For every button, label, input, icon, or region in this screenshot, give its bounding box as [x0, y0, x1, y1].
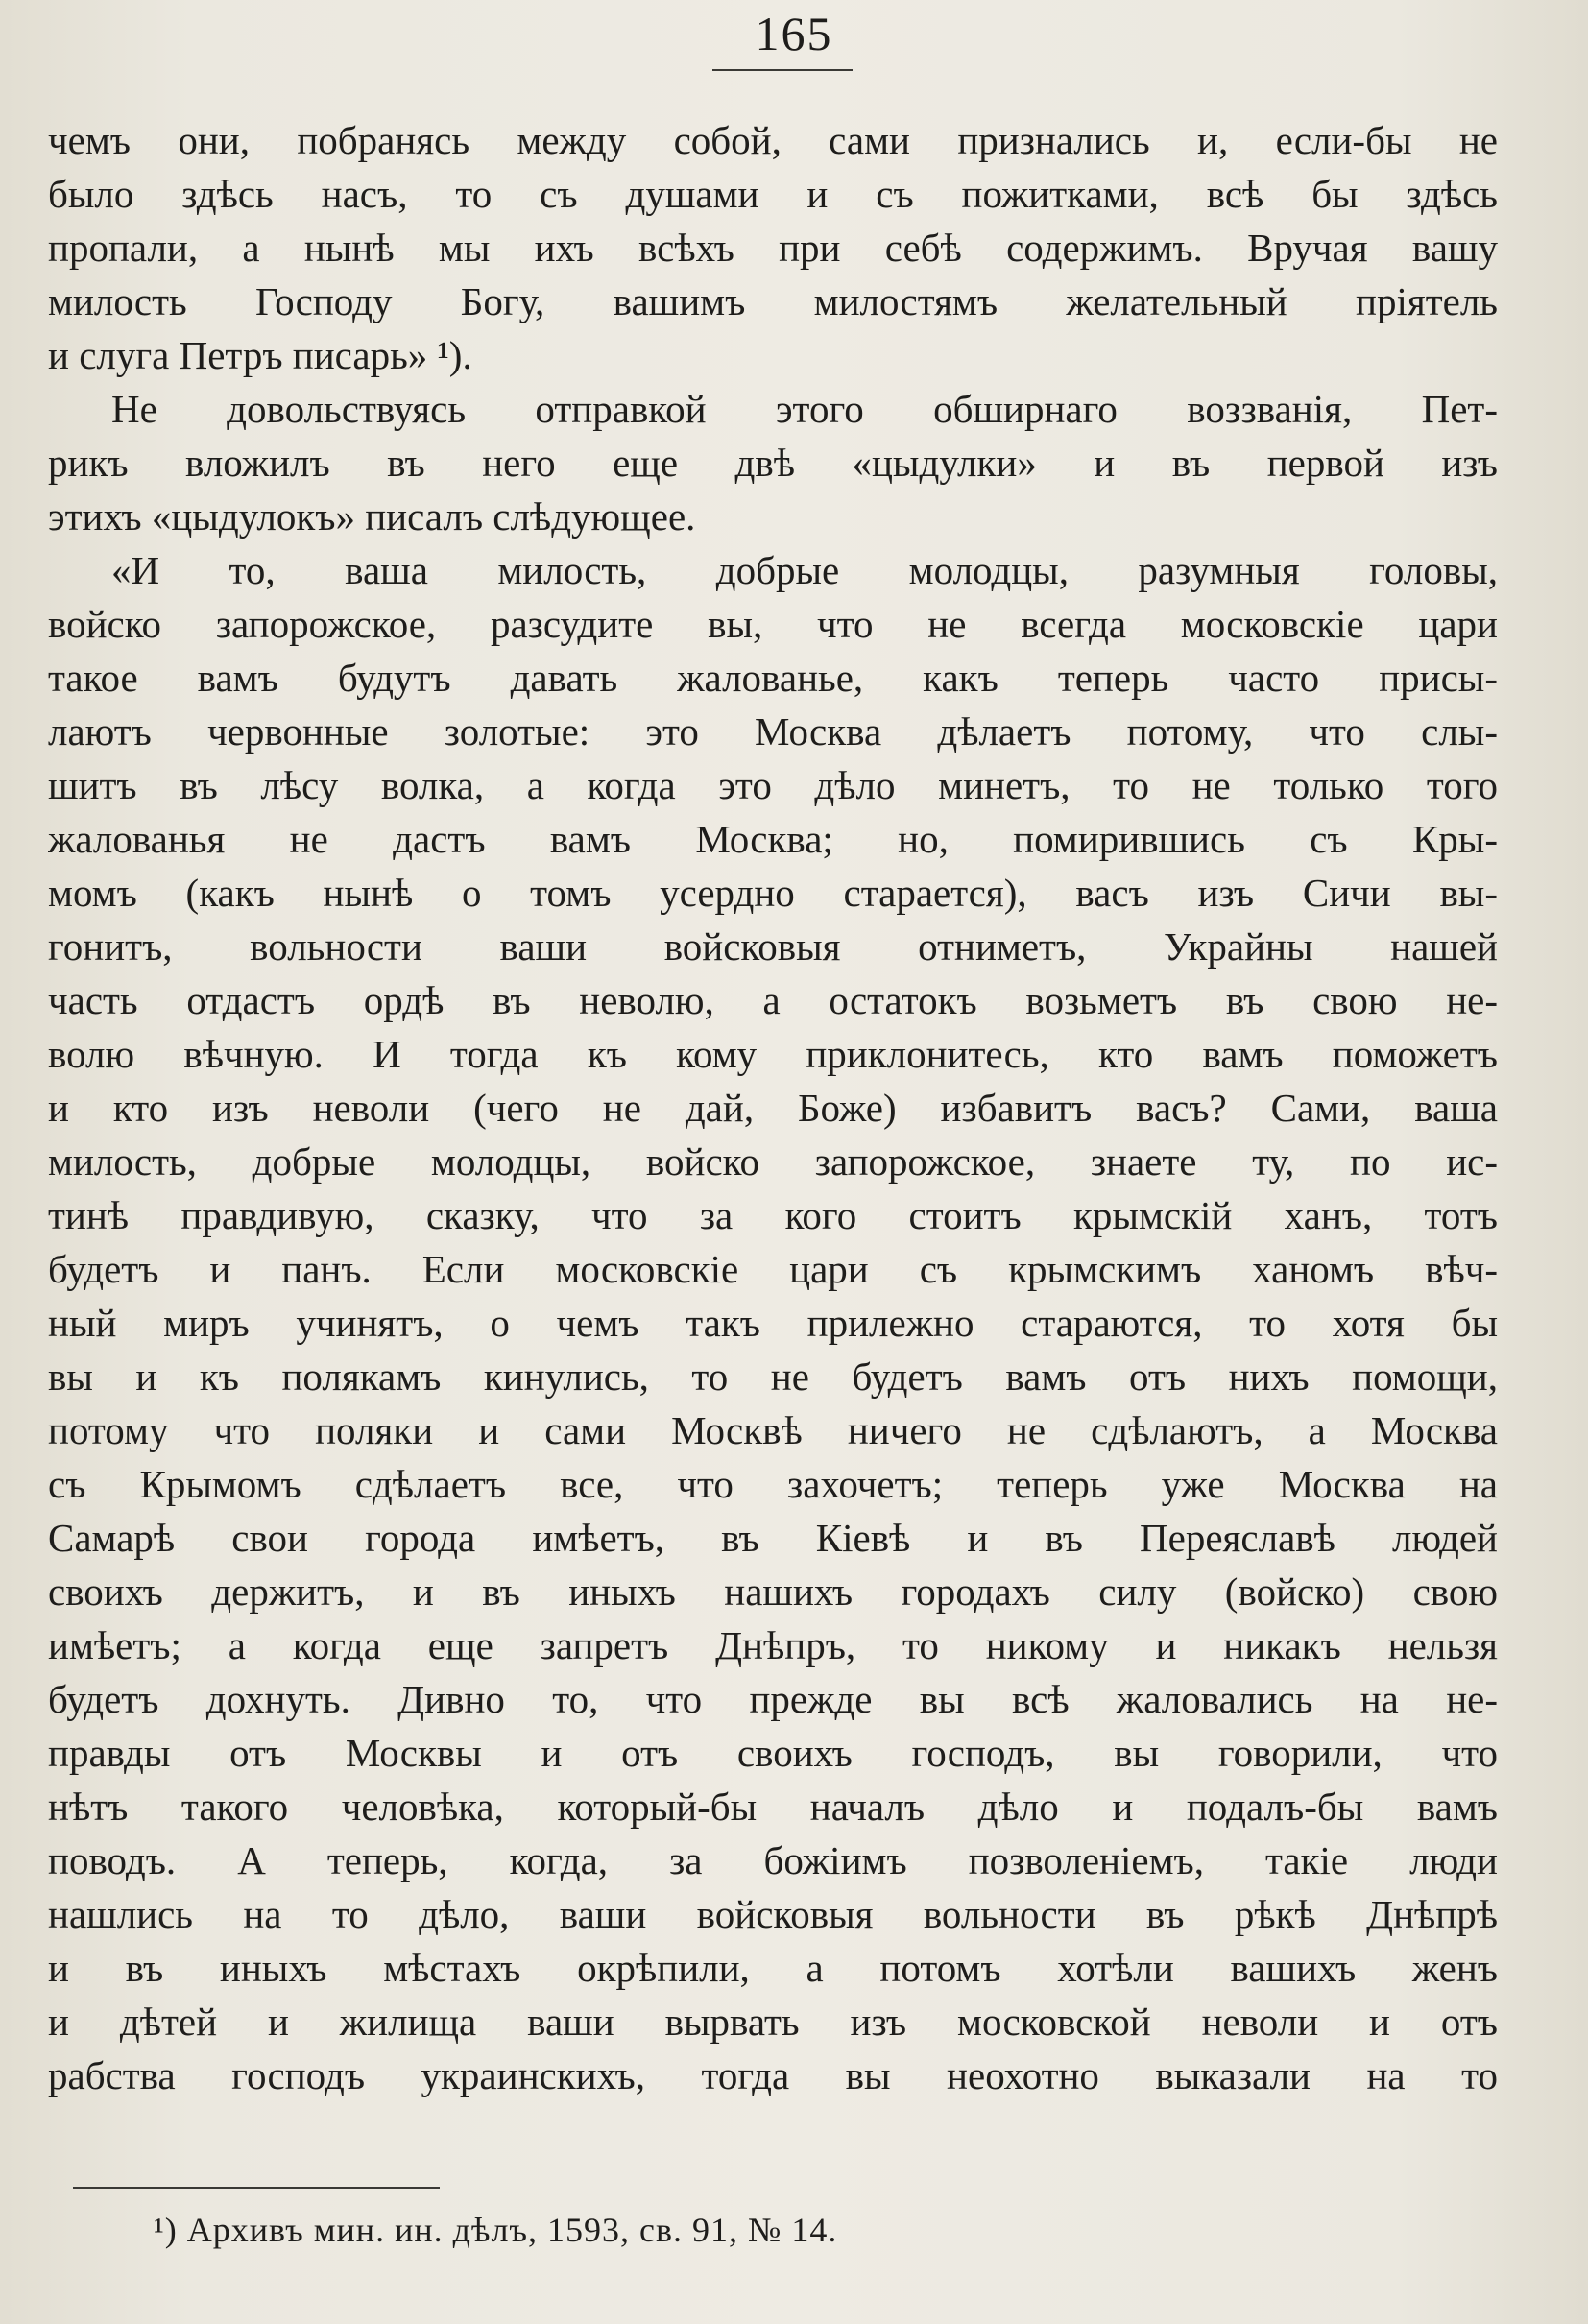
text-line: рабства господъ украинскихъ, тогда вы неохотно выказали на то — [48, 2053, 1498, 2097]
page-number: 165 — [755, 7, 833, 60]
body-text — [48, 113, 1498, 2102]
text-line: нѣтъ такого человѣка, который-бы началъ дѣло и подалъ-бы вамъ — [48, 1785, 1498, 1829]
text-line: и въ иныхъ мѣстахъ окрѣпили, а потомъ хотѣли вашихъ женъ — [48, 1946, 1498, 1990]
text-line: своихъ держитъ, и въ иныхъ нашихъ городахъ силу (войско) свою — [48, 1569, 1498, 1614]
text-line: вы и къ полякамъ кинулись, то не будетъ вамъ отъ нихъ помощи, — [48, 1354, 1498, 1399]
text-line: тинѣ правдивую, сказку, что за кого стоитъ крымскій ханъ, тотъ — [48, 1193, 1498, 1237]
text-line: будетъ дохнуть. Дивно то, что прежде вы всѣ жаловались на не- — [48, 1677, 1498, 1721]
text-line: поводъ. А теперь, когда, за божіимъ позволеніемъ, такіе люди — [48, 1838, 1498, 1882]
text-line: и кто изъ неволи (чего не дай, Боже) избавитъ васъ? Сами, ваша — [48, 1086, 1498, 1130]
text-line: имѣетъ; а когда еще запретъ Днѣпръ, то никому и никакъ нельзя — [48, 1623, 1498, 1667]
text-line: момъ (какъ нынѣ о томъ усердно старается), васъ изъ Сичи вы- — [48, 871, 1498, 915]
text-line: волю вѣчную. И тогда къ кому приклонитесь, кто вамъ поможетъ — [48, 1032, 1498, 1076]
text-line: чемъ они, побранясь между собой, сами признались и, если-бы не — [48, 118, 1498, 162]
text-line: этихъ «цыдулокъ» писалъ слѣдующее. — [48, 494, 696, 539]
text-line: милость, добрые молодцы, войско запорожское, знаете ту, по ис- — [48, 1139, 1498, 1184]
text-line: лаютъ червонные золотые: это Москва дѣлаетъ потому, что слы- — [48, 709, 1498, 754]
text-line: «И то, ваша милость, добрые молодцы, разумныя головы, — [111, 548, 1498, 592]
text-line: было здѣсь насъ, то съ душами и съ пожитками, всѣ бы здѣсь — [48, 172, 1498, 216]
text-line: такое вамъ будутъ давать жалованье, какъ теперь часто присы- — [48, 656, 1498, 700]
text-line: съ Крымомъ сдѣлаетъ все, что захочетъ; теперь уже Москва на — [48, 1462, 1498, 1506]
text-line: Самарѣ свои города имѣетъ, въ Кіевѣ и въ Переяславѣ людей — [48, 1516, 1498, 1560]
text-line: жалованья не дастъ вамъ Москва; но, помирившись съ Кры- — [48, 817, 1498, 861]
text-line: ный миръ учинятъ, о чемъ такъ прилежно стараются, то хотя бы — [48, 1301, 1498, 1345]
page-number-rule — [712, 69, 853, 71]
text-line: войско запорожское, разсудите вы, что не всегда московскіе цари — [48, 602, 1498, 646]
text-line: рикъ вложилъ въ него еще двѣ «цыдулки» и въ первой изъ — [48, 441, 1498, 485]
text-line: Не довольствуясь отправкой этого обширнаго воззванія, Пет- — [111, 387, 1498, 431]
text-line: правды отъ Москвы и отъ своихъ господъ, вы говорили, что — [48, 1731, 1498, 1775]
text-line: шитъ въ лѣсу волка, а когда это дѣло минетъ, то не только того — [48, 763, 1498, 807]
text-line: часть отдастъ ордѣ въ неволю, а остатокъ возьметъ въ свою не- — [48, 978, 1498, 1022]
text-line: будетъ и панъ. Если московскіе цари съ крымскимъ ханомъ вѣч- — [48, 1247, 1498, 1291]
text-line: нашлись на то дѣло, ваши войсковыя вольности въ рѣкѣ Днѣпрѣ — [48, 1892, 1498, 1936]
text-line: пропали, а нынѣ мы ихъ всѣхъ при себѣ содержимъ. Вручая вашу — [48, 226, 1498, 270]
footnote-rule — [73, 2187, 440, 2189]
text-line: и слуга Петръ писарь» ¹). — [48, 333, 472, 377]
text-line: потому что поляки и сами Москвѣ ничего не сдѣлаютъ, а Москва — [48, 1408, 1498, 1452]
text-line: и дѣтей и жилища ваши вырвать изъ московской неволи и отъ — [48, 2000, 1498, 2044]
text-line: милость Господу Богу, вашимъ милостямъ желательный пріятель — [48, 279, 1498, 323]
footnote: ¹) Архивъ мин. ин. дѣлъ, 1593, св. 91, № 14. — [154, 2211, 838, 2249]
text-line: гонитъ, вольности ваши войсковыя отниметъ, Украйны нашей — [48, 924, 1498, 969]
